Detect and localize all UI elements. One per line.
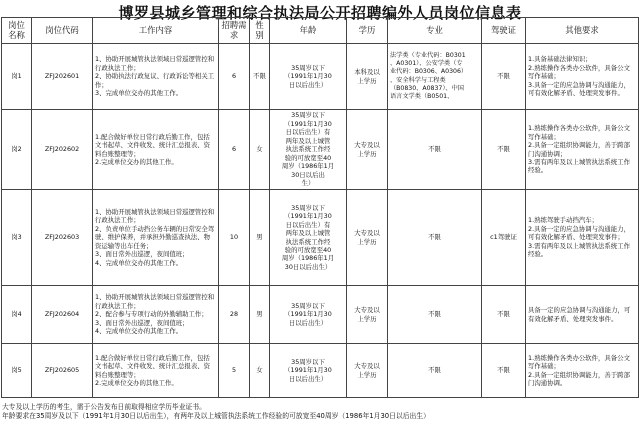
- education-cell-line: 大专及以: [354, 362, 380, 371]
- education-cell-line: 上学历: [357, 314, 377, 323]
- other-requirements-cell: [526, 344, 639, 398]
- license-cell: 不限: [482, 110, 526, 190]
- duties-cell-line: 4、完成单位交办的其他工作。: [95, 258, 183, 267]
- count-cell: 6: [219, 44, 250, 110]
- header-gender: 性别: [250, 18, 270, 44]
- age-cell-line: 35周岁以下: [291, 111, 325, 120]
- education-cell: [347, 110, 388, 190]
- other-requirements-cell: [526, 190, 639, 286]
- duties-cell: [93, 344, 219, 398]
- duties-cell-line: 1.配合做好单位日常行政后勤工作，包括文书起草、文件收发、统计汇总报表、资料台账整理等；: [95, 132, 211, 158]
- note-line: 年龄要求在35周岁及以下（1991年1月30日以后出生），有两年及以上城管执法系统工作经验的可放宽至40周岁（1986年1月30日以后出生）: [2, 412, 430, 421]
- age-cell-line: 日以后出生）: [288, 318, 328, 327]
- post-code-cell: ZFJ202603: [32, 190, 93, 286]
- post-name-cell: 岗1: [2, 44, 32, 110]
- age-cell-line: （1991年1月30: [284, 212, 332, 221]
- other-requirements-cell-line: 2.具备一定组织协调能力，善于跨部门沟通协调。: [528, 370, 630, 387]
- age-cell-line: 日以后出生）: [288, 80, 328, 89]
- age-cell-line: （1991年1月30: [284, 72, 332, 81]
- duties-cell: [93, 286, 219, 344]
- post-code-cell: ZFJ202605: [32, 344, 93, 398]
- age-cell: [270, 44, 347, 110]
- table-row: [2, 190, 639, 286]
- age-cell-line: 两年及以上城管: [285, 229, 331, 238]
- age-cell-line: （1991年1月30: [284, 366, 332, 375]
- table-row: [2, 344, 639, 398]
- post-code-cell: ZFJ202601: [32, 44, 93, 110]
- age-cell-line: 周岁（1986年1月: [281, 254, 335, 263]
- education-cell: [347, 44, 388, 110]
- age-cell: [270, 110, 347, 190]
- header-post-code: 岗位代码: [32, 18, 93, 44]
- post-name-cell: 岗2: [2, 110, 32, 190]
- header-age: 年龄: [270, 18, 347, 44]
- gender-cell: 不限: [250, 44, 270, 110]
- age-cell-line: 35周岁以下: [291, 357, 325, 366]
- count-cell: 28: [219, 286, 250, 344]
- major-cell-line: 不限: [428, 145, 441, 154]
- age-cell: [270, 286, 347, 344]
- major-cell-line: （B0830、A0837）、中国: [390, 84, 464, 92]
- major-cell-line: 法学类（专业代码：B0301: [390, 51, 466, 59]
- count-cell: 10: [219, 190, 250, 286]
- notes: [2, 403, 638, 421]
- other-requirements-cell-line: 2.具备一定组织协调能力，善于跨部门沟通协调；: [528, 141, 630, 158]
- header-row: [2, 18, 639, 44]
- other-requirements-cell-line: 3.具备一定的应急协调与沟通能力，可有效化解矛盾、处理突发事件。: [528, 80, 630, 98]
- age-cell-line: 日以后出生）有: [285, 128, 331, 137]
- duties-cell-line: 2.完成单位交办的其他工作。: [95, 378, 178, 387]
- age-cell: [270, 344, 347, 398]
- duties-cell: [93, 110, 219, 190]
- other-requirements-cell-line: 1.熟练驾驶手动挡汽车；: [528, 216, 599, 225]
- license-cell: c1驾驶证: [482, 190, 526, 286]
- education-cell: [347, 190, 388, 286]
- header-duties: 工作内容: [93, 18, 219, 44]
- other-requirements-cell-line: 3.需有两年及以上城管执法系统工作经验。: [528, 157, 630, 175]
- duties-cell-line: 2.完成单位交办的其他工作。: [95, 157, 178, 166]
- education-cell: [347, 286, 388, 344]
- education-cell-line: 大专及以: [354, 229, 380, 238]
- education-cell-line: 上学历: [357, 370, 377, 379]
- duties-cell-line: 1、协助开展城管执法领域日常巡逻管控和行政执法工作；: [95, 293, 215, 310]
- major-cell-line: 、安全科学与工程类: [390, 76, 446, 84]
- age-cell: [270, 190, 347, 286]
- education-cell-line: 大专及以: [354, 141, 380, 150]
- job-positions-table: [1, 17, 639, 398]
- age-cell-line: 30日以后出生）: [284, 262, 332, 271]
- age-cell-line: （1991年1月30: [284, 119, 332, 128]
- duties-cell-line: 2、协助执法行政复议、行政诉讼等相关工作；: [95, 72, 215, 89]
- header-education: 学历: [347, 18, 388, 44]
- age-cell-line: 生）: [301, 179, 315, 188]
- age-cell-line: 35周岁以下: [291, 63, 325, 72]
- age-cell-line: 两年及以上城管: [285, 136, 331, 145]
- education-cell-line: 上学历: [357, 237, 377, 246]
- major-cell-line: 不限: [428, 310, 441, 319]
- note-line: 大专及以上学历的考生，需于公告发布日前取得相应学历毕业证书。: [2, 403, 206, 411]
- duties-cell-line: 2、配合参与专项行动的外勤辅助工作；: [95, 310, 208, 319]
- other-requirements-cell-line: 1.熟练操作各类办公软件，具备公文写作基础；: [528, 353, 630, 371]
- header-license: 驾驶证: [482, 18, 526, 44]
- major-cell-line: 不限: [428, 233, 441, 242]
- other-requirements-cell-line: 2.具备一定的应急协调与沟通能力，可有效化解矛盾、处理突发事件；: [528, 224, 630, 242]
- duties-cell-line: 1、协助开展城管执法领域日常巡逻管控和行政执法工作；: [95, 207, 215, 225]
- license-cell: 不限: [482, 44, 526, 110]
- gender-cell: 男: [250, 286, 270, 344]
- major-cell-line: 业代码：B0306、A0306）: [390, 68, 468, 76]
- gender-cell: 女: [250, 344, 270, 398]
- document-title: 博罗县城乡管理和综合执法局公开招聘编外人员岗位信息表: [118, 4, 522, 22]
- other-requirements-cell: [526, 286, 639, 344]
- other-requirements-cell-line: 具备一定的应急协调与沟通能力，可有效化解矛盾、处理突发事件。: [528, 306, 631, 323]
- duties-cell-line: 4、完成单位交办的其他工作。: [95, 327, 183, 336]
- age-cell-line: 验的可放宽至40: [284, 245, 332, 254]
- header-other: 其他要求: [526, 18, 639, 44]
- other-requirements-cell-line: 2.熟练操作各类办公软件，具备公文写作基础；: [528, 63, 630, 81]
- duties-cell-line: 3、完成单位交办的其他工作。: [95, 89, 183, 98]
- duties-cell: [93, 190, 219, 286]
- post-name-cell: 岗4: [2, 286, 32, 344]
- post-code-cell: ZFJ202602: [32, 110, 93, 190]
- education-cell-line: 本科及以: [354, 68, 380, 77]
- other-requirements-cell-line: 3.需有两年及以上城管执法系统工作经验。: [528, 241, 630, 259]
- duties-cell-line: 2、负责单位手动挡公务车辆的日常安全驾驶、维护保养，并承担外勤巡查执法、物资运输等出车任务；: [95, 224, 215, 250]
- post-code-cell: ZFJ202604: [32, 286, 93, 344]
- gender-cell: 男: [250, 190, 270, 286]
- license-cell: 不限: [482, 286, 526, 344]
- age-cell-line: 验的可放宽至40: [284, 153, 332, 162]
- table-row: [2, 286, 639, 344]
- gender-cell: 女: [250, 110, 270, 190]
- major-cell-line: 不限: [428, 366, 441, 375]
- post-name-cell: 岗3: [2, 190, 32, 286]
- education-cell-line: 上学历: [357, 149, 377, 158]
- age-cell-line: 执法系统工作经: [285, 145, 331, 154]
- education-cell: [347, 344, 388, 398]
- education-cell-line: 大专及以: [354, 306, 380, 315]
- education-cell-line: 上学历: [357, 76, 377, 85]
- age-cell-line: （1991年1月30: [284, 310, 332, 319]
- age-cell-line: 执法系统工作经: [285, 237, 331, 246]
- other-requirements-cell-line: 1.具备基础法律知识；: [528, 55, 592, 64]
- duties-cell: [93, 44, 219, 110]
- age-cell-line: 周岁（1986年1月: [281, 162, 335, 171]
- major-cell: [388, 110, 482, 190]
- count-cell: 5: [219, 344, 250, 398]
- duties-cell-line: 1.配合做好单位日常行政后勤工作，包括文书起草、文件收发、统计汇总报表、资料台账整理等；: [95, 353, 211, 379]
- table-row: [2, 44, 639, 110]
- header-count: 招聘需求: [219, 18, 250, 44]
- table-row: [2, 110, 639, 190]
- other-requirements-cell: [526, 110, 639, 190]
- duties-cell-line: 3、面日常外出巡逻，夜间值班；: [95, 250, 189, 259]
- age-cell-line: 35周岁以下: [291, 301, 325, 310]
- duties-cell-line: 1、协助开展城管执法领域日常巡逻管控和行政执法工作；: [95, 55, 215, 72]
- age-cell-line: 日以后出生）有: [285, 220, 331, 229]
- duties-cell-line: 3、面日常外出巡逻，夜间值班；: [95, 318, 189, 327]
- major-cell: [388, 286, 482, 344]
- post-name-cell: 岗5: [2, 344, 32, 398]
- age-cell-line: 日以后出生）: [288, 374, 328, 383]
- major-cell-line: 语言文学类（B0501、: [390, 92, 454, 100]
- major-cell: [388, 190, 482, 286]
- age-cell-line: 35周岁以下: [291, 203, 325, 212]
- major-cell-line: 、A0301）、公安学类（专: [390, 60, 463, 68]
- other-requirements-cell: [526, 44, 639, 110]
- count-cell: 6: [219, 110, 250, 190]
- major-cell: [388, 344, 482, 398]
- major-cell: [388, 44, 482, 110]
- header-major: 专业: [388, 18, 482, 44]
- age-cell-line: 30日以后出: [291, 170, 325, 179]
- other-requirements-cell-line: 1.熟练操作各类办公软件，具备公文写作基础；: [528, 124, 630, 141]
- license-cell: 不限: [482, 344, 526, 398]
- header-post-name: 岗位名称: [2, 18, 32, 44]
